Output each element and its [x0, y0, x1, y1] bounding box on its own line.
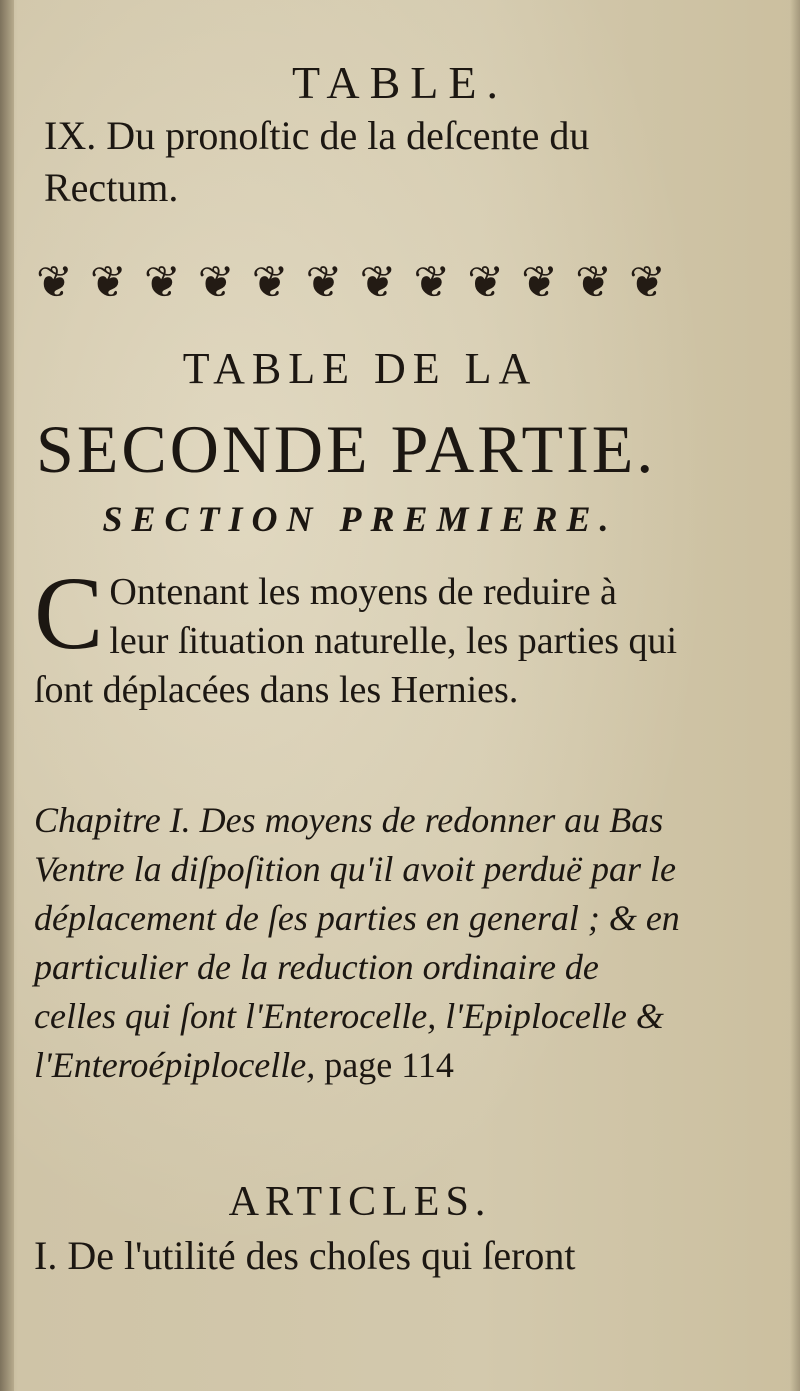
dropcap: C: [34, 556, 104, 671]
fleuron-icon: ❦: [359, 258, 397, 307]
article-1: I. De l'utilité des choſes qui ſeront: [34, 1233, 576, 1278]
entry-ix: IX. Du pronoſtic de la deſcente du Rectum.: [44, 113, 590, 210]
fleuron-icon: ❦: [36, 258, 73, 307]
fleuron-icon: ❦: [628, 258, 666, 307]
chapter-text: Chapitre I. Des moyens de redonner au Bas Ventre la diſpoſition qu'il avoit perduë par le déplacement de ſes parties en general ; & en particulier de la reduction ordinaire de celles qui ſont l'Enterocelle, l'Epiplocelle & l'Enteroépiplocelle,: [34, 800, 680, 1085]
part-title: SECONDE PARTIE.: [36, 411, 657, 487]
table-title: TABLE DE LA: [182, 344, 538, 393]
section-title: SECTION PREMIERE.: [102, 499, 618, 539]
intro-paragraph: [34, 556, 684, 715]
fleuron-icon: ❦: [575, 258, 612, 307]
chapter-page-ref: page 114: [324, 1045, 454, 1085]
fleuron-icon: ❦: [467, 258, 505, 307]
running-head: TABLE.: [291, 57, 508, 108]
fleuron-icon: ❦: [521, 258, 559, 307]
chapter-entry: [34, 796, 684, 1090]
ornament-band: [36, 250, 666, 316]
fleuron-icon: ❦: [251, 258, 289, 307]
fleuron-icon: ❦: [143, 258, 181, 307]
fleuron-icon: ❦: [89, 258, 127, 307]
articles-heading: ARTICLES.: [228, 1179, 492, 1225]
fleuron-icon: ❦: [305, 258, 343, 307]
fleuron-icon: ❦: [413, 258, 451, 307]
fleuron-icon: ❦: [197, 258, 235, 307]
intro-text: Ontenant les moyens de reduire à leur ſituation naturelle, les parties qui ſont déplacées dans les Hernies.: [34, 571, 678, 711]
